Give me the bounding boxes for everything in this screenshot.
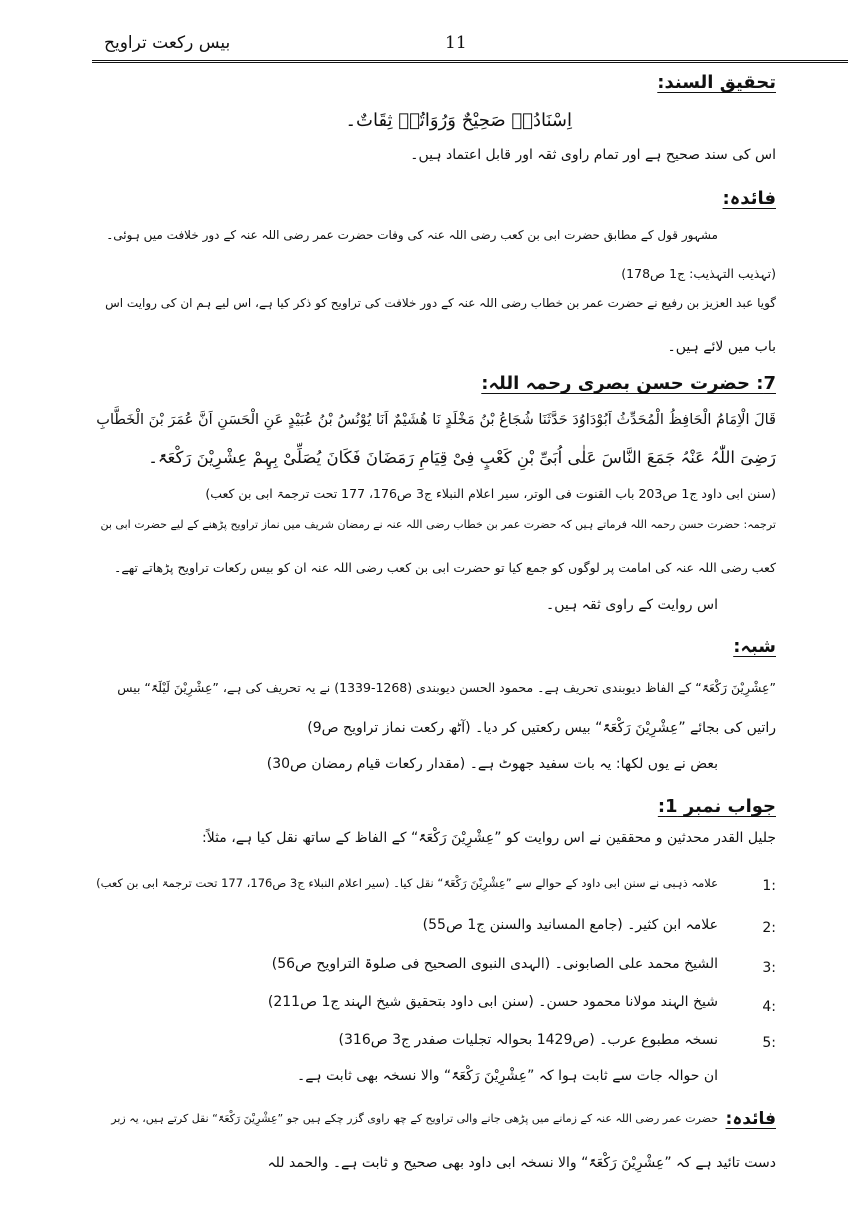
- list-item-text: علامہ ذہبی نے سنن ابی داود کے حوالے سے ”عِشْرِیْنَ رَکْعَۃً“ نقل کیا۔ (سیر اعلام النبلاء ج3 ص176، 177 تحت ترجمۃ ابی بن کعب): [96, 876, 718, 890]
- list-item-text: نسخہ مطبوع عرب۔ (ص1429 بحوالہ تجلیات صفدر ج3 ص316): [338, 1032, 718, 1048]
- faida-1-line-2: گویا عبد العزیز بن رفیع نے حضرت عمر بن خطاب رضی اللہ عنہ کے دور خلافت کی تراویح کو ذکر کیا ہے، اس لیے ہم ان کی روایت اس: [105, 296, 776, 310]
- arabic-hadith-line-2: رَضِیَ اللّٰہُ عَنْہُ جَمَعَ النَّاسَ عَلٰی اُبَیِّ بْنِ کَعْبٍ فِیْ قِیَامِ رَمَضَانَ فَکَانَ یُصَلِّیْ بِہِمْ عِشْرِیْنَ رَکْعَۃً۔: [148, 448, 776, 467]
- list-item-number: 2:: [762, 920, 776, 936]
- faida-1-line-1: مشہور قول کے مطابق حضرت ابی بن کعب رضی اللہ عنہ کی وفات حضرت عمر رضی اللہ عنہ کے دور خلافت میں ہوئی۔: [106, 228, 718, 242]
- faida-2-line-2: دست تائید ہے کہ ”عِشْرِیْنَ رَکْعَۃً“ والا نسخہ ابی داود بھی صحیح و ثابت ہے۔ والحمد للہ: [267, 1155, 776, 1171]
- shubha-line-1: ”عِشْرِیْنَ رَکْعَۃً“ کے الفاظ دیوبندی تحریف ہے۔ محمود الحسن دیوبندی (1268-1339) نے یہ تحریف کی ہے، ”عِشْرِیْنَ لَیْلَۃً“ بیس: [117, 680, 776, 695]
- heading-shubha: شبہ:: [733, 636, 776, 657]
- tahqiq-translation: اس کی سند صحیح ہے اور تمام راوی ثقہ اور قابل اعتماد ہیں۔: [410, 147, 776, 163]
- list-item-number: 4:: [762, 999, 776, 1015]
- jawab-intro: جلیل القدر محدثین و محققین نے اس روایت کو ”عِشْرِیْنَ رَکْعَۃً“ کے الفاظ کے ساتھ نقل کیا ہے، مثلاً:: [202, 830, 776, 846]
- jawab-conclusion: ان حوالہ جات سے ثابت ہوا کہ ”عِشْرِیْنَ رَکْعَۃً“ والا نسخہ بھی ثابت ہے۔: [296, 1068, 718, 1084]
- shubha-line-2: راتیں کی بجائے ”عِشْرِیْنَ رَکْعَۃً“ بیس رکعتیں کر دیا۔ (آٹھ رکعت نماز تراویح ص9): [307, 720, 776, 736]
- list-item-text: علامہ ابن کثیر۔ (جامع المسانید والسنن ج1 ص55): [422, 917, 718, 933]
- hasan-translation-2: کعب رضی اللہ عنہ کی امامت پر لوگوں کو جمع کیا تو حضرت ابی بن کعب رضی اللہ عنہ ان کو بیس رکعات تراویح پڑھاتے تھے۔: [114, 560, 776, 575]
- hasan-reference: (سنن ابی داود ج1 ص203 باب القنوت فی الوتر، سیر اعلام النبلاء ج3 ص176، 177 تحت ترجمۃ ابی بن کعب): [205, 486, 776, 501]
- faida-1-line-3: باب میں لائے ہیں۔: [667, 339, 776, 355]
- page-number: 11: [445, 33, 467, 53]
- list-item-number: 1:: [762, 878, 776, 894]
- heading-tahqiq: تحقیق السند:: [657, 72, 776, 93]
- heading-jawab-1: جواب نمبر 1:: [657, 796, 776, 817]
- faida-2-label: فائدہ:: [725, 1109, 776, 1129]
- hasan-translation-1: ترجمہ: حضرت حسن رحمہ اللہ فرماتے ہیں کہ حضرت عمر بن خطاب رضی اللہ عنہ نے رمضان شریف میں نماز تراویح پڑھنے کے لیے حضرت ابی بن: [100, 518, 776, 531]
- list-item-number: 5:: [762, 1035, 776, 1051]
- list-item-number: 3:: [762, 960, 776, 976]
- faida-2-line-1: حضرت عمر رضی اللہ عنہ کے زمانے میں پڑھی جانے والی تراویح کے چھ راوی گزر چکے ہیں جو ”عِشْرِیْنَ رَکْعَۃً“ نقل کرتے ہیں، یہ زبر: [111, 1112, 718, 1125]
- hasan-translation-3: اس روایت کے راوی ثقہ ہیں۔: [546, 597, 718, 613]
- heading-hasan-basri: 7: حضرت حسن بصری رحمہ اللہ:: [481, 373, 776, 394]
- shubha-line-3: بعض نے یوں لکھا: یہ بات سفید جھوٹ ہے۔ (مقدار رکعات قیام رمضان ص30): [266, 756, 718, 772]
- arabic-isnad: اِسْنَادُہٗ صَحِیْحٌ وَرُوَاتُہٗ ثِقَاتٌ۔: [345, 110, 572, 131]
- faida-1-reference: (تہذیب التہذیب: ج1 ص178): [621, 266, 776, 281]
- header-rule: [92, 60, 848, 66]
- header-book-title: بیس رکعت تراویح: [104, 33, 231, 53]
- heading-faida-1: فائدہ:: [722, 188, 776, 209]
- arabic-hadith-line-1: قَالَ الْاِمَامُ الْحَافِظُ الْمُحَدِّثُ اَبُوْدَاوُدَ حَدَّثَنَا شُجَاعُ بْنُ مَخْلَدٍ نَا ھُشَیْمٌ اَنَا یُوْنُسُ بْنُ عُبَیْدٍ عَنِ الْحَسَنِ اَنَّ عُمَرَ بْنَ الْخَطَّابِ: [96, 412, 776, 428]
- list-item-text: شیخ الہند مولانا محمود حسن۔ (سنن ابی داود بتحقیق شیخ الہند ج1 ص211): [267, 994, 718, 1010]
- list-item-text: الشیخ محمد علی الصابونی۔ (الہدی النبوی الصحیح فی صلوۃ التراویح ص56): [271, 956, 718, 972]
